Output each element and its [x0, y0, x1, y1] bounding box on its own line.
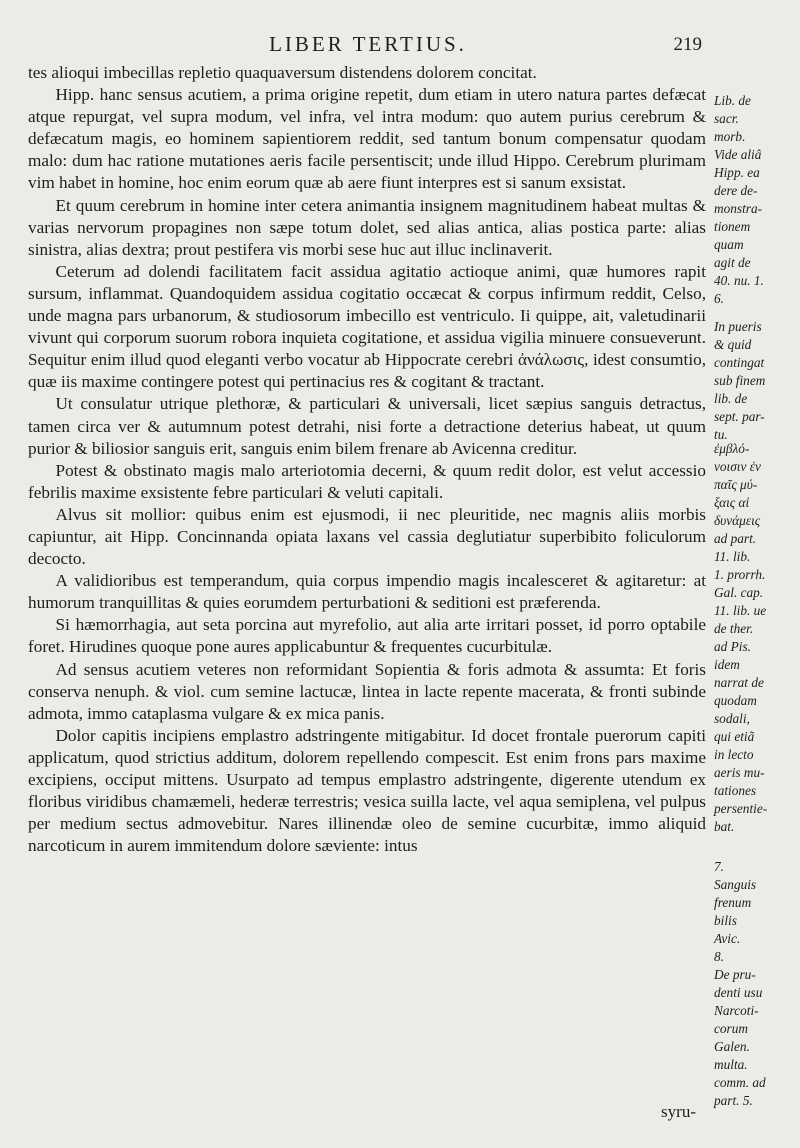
page-number: 219: [673, 34, 702, 55]
margin-note-3: ἐμβλό- νοισιν ἐν παῖς μύ- ξαις αἱ δυνάμεις ad part. 11. lib. 1. prorrh. Gal. cap. 11. lib. ue de ther. ad Pis. idem narrat de quodam sodali, qui etiã in lecto aeris mu- tationes persentie- bat.: [714, 441, 768, 834]
paragraph-8: A validioribus est temperandum, quia corpus impendio magis incalesceret & agitaretur: at humorum tranquillitas & quies eorumdem perturbationi & seditioni est præferenda.: [28, 571, 706, 613]
catchword: syru-: [661, 1102, 696, 1121]
paragraph-5: Ut consulatur utrique plethoræ, & particulari & universali, licet sæpius sanguis detractus, tamen circa ver & autumnum potest detrahi, nisi forte a detractione deterius habeat, ut quum purior & biliosior sanguis erit, sanguis enim bilem frenare ab Avicenna creditur.: [28, 394, 706, 458]
paragraph-3: Et quum cerebrum in homine inter cetera animantia insignem magnitudinem habeat multas & varias nervorum propagines non sæpe totum dolet, sed alias antica, alias postica parte: alias sinistra, alias dextra; prout pestifera vis morbi sese huc aut illuc inclinaverit.: [28, 195, 706, 259]
running-title: LIBER TERTIUS.: [269, 32, 467, 56]
paragraph-2: Hipp. hanc sensus acutiem, a prima origine repetit, dum etiam in utero natura partes defæcat atque repurgat, vel supra modum, vel infra, vel intra modum: quo autem purius cerebrum & defæcatum magis, eo hominem sapientiorem reddit, sed tantum bonum compensatur quodam malo: dum hac ratione mutationes aeris facile persentiscit; unde illud Hippo. Cerebrum plurimam vim habet in homine, hoc enim eorum quæ ab aere fiunt interpres est si sanum exsistat.: [28, 85, 706, 193]
paragraph-7: Alvus sit mollior: quibus enim est ejusmodi, ii nec pleuritide, nec magnis aliis morbis capiuntur, ait Hipp. Concinnanda opiata laxans vel cassia deglutiatur superbibito foliculorum decocto.: [28, 504, 706, 569]
margin-note-1: Lib. de sacr. morb. Vide aliâ Hipp. ea dere de- monstra- tionem quam agit de 40. nu. 1. 6.: [714, 93, 764, 306]
paragraph-6: Potest & obstinato magis malo arteriotomia decerni, & quum redit dolor, est velut accessio febrilis maxime exsistente febre particulari & veluti capitali.: [28, 460, 706, 502]
paragraph-4: Ceterum ad dolendi facilitatem facit assidua agitatio actioque animi, quæ humores rapit sursum, inflammat. Quandoquidem assidua cogitatio occæcat & corpus infirmum reddit, Celso, unde magna pars urbanorum, & studiosorum imbecillo est ventriculo. Ii quippe, ait, valetudinarii vivunt qui corporum suorum robora inquieta cogitatione, et assidua vigilia minuere consueverunt. Sequitur enim illud quod eleganti verbo vocatur ab Hippocrate cerebri ἀνάλωσις, idest consumtio, quæ iis maxime contingere potest qui pertinacius res & cogitant & tractant.: [28, 261, 706, 392]
margin-note-5: 8. De pru- denti usu Narcoti- corum Galen. multa. comm. ad part. 5.: [714, 949, 766, 1108]
paragraph-10: Ad sensus acutiem veteres non reformidant Sopientia & foris admota & assumta: Et foris conserva nenuph. & viol. cum semine lactucæ, lintea in lacte repente macerata, & fronti subinde admota, immo cataplasma vulgare & ex mica panis.: [28, 659, 706, 723]
main-text-column: [28, 62, 706, 857]
paragraph-11: Dolor capitis incipiens emplastro adstringente mitigabitur. Id docet frontale puerorum capiti applicatum, quod strictius additum, dolorem repellendo compescit. Est enim frons pars maxime excipiens, occiput mittens. Usurpato ad tempus emplastro adstringente, digerente utendum ex floribus viridibus chamæmeli, hederæ terrestris; vesica suilla lacte, vel aqua semiplena, vel pulpus per medium sectus admovebitur. Nares illinendæ oleo de semine cucurbitæ, immo aliquid narcoticum in aurem immitendum dolore sæviente: intus: [28, 725, 706, 856]
running-header: [28, 32, 708, 56]
margin-note-2: In pueris & quid contingat sub finem lib. de sept. par- tu.: [714, 319, 766, 442]
margin-note-4: 7. Sanguis frenum bilis Avic.: [714, 859, 757, 946]
paragraph-1: tes alioqui imbecillas repletio quaquaversum distendens dolorem concitat.: [28, 63, 537, 82]
paragraph-9: Si hæmorrhagia, aut seta porcina aut myrefolio, aut alia arte irritari posset, id porro optabile foret. Hirudines quoque pone aures applicabuntur & frequentes cucurbitulæ.: [28, 615, 706, 657]
